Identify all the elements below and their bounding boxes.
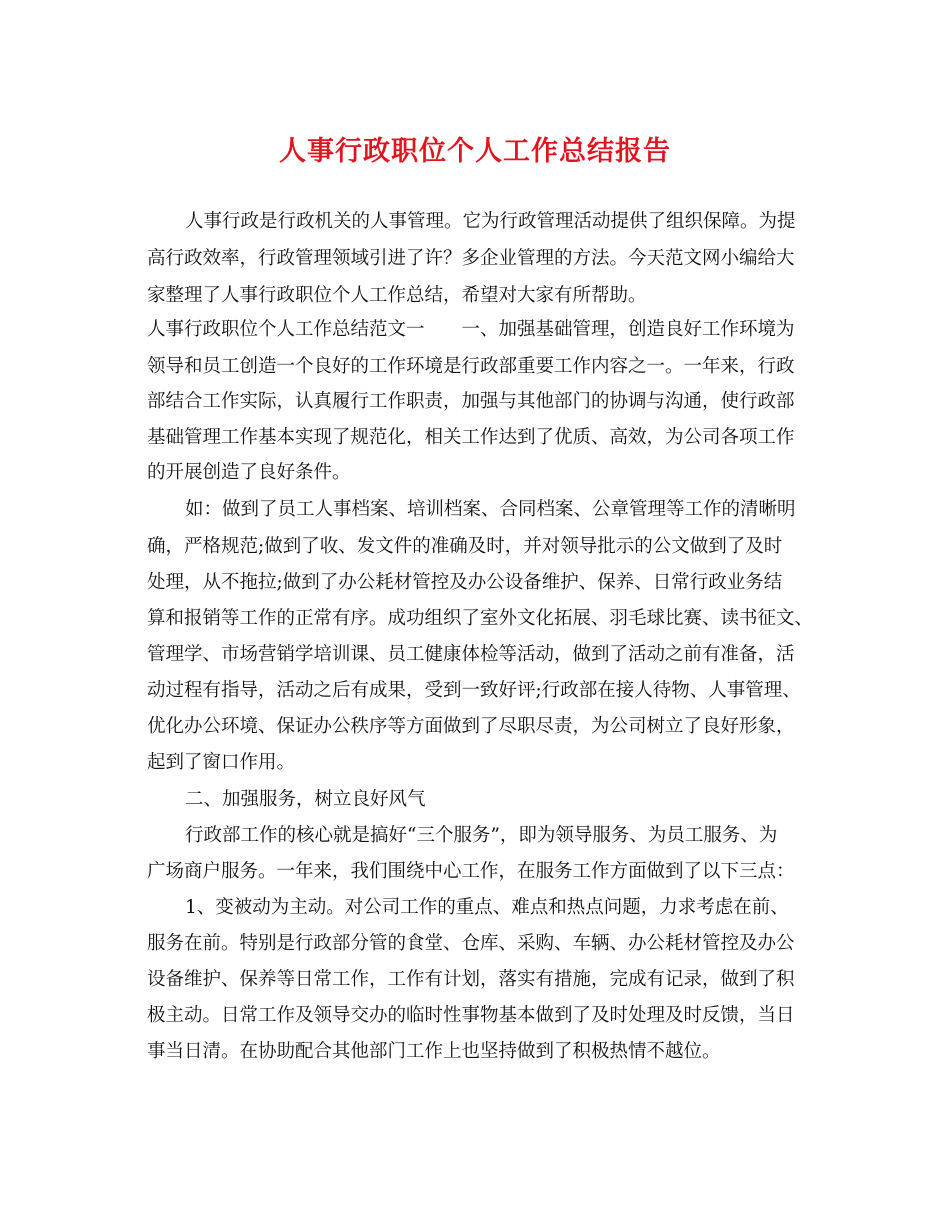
text-line: 管理学、市场营销学培训课、员工健康体检等活动，做到了活动之前有准备，活: [147, 644, 795, 665]
text-line: 行政部工作的核心就是搞好“三个服务”，即为领导服务、为员工服务、为: [185, 825, 778, 846]
text-line: 事当日清。在协助配合其他部门工作上也坚持做到了积极热情不越位。: [147, 1041, 721, 1062]
text-line: 高行政效率，行政管理领域引进了许？多企业管理的方法。今天范文网小编给大: [147, 248, 795, 269]
text-line: 算和报销等工作的正常有序。成功组织了室外文化拓展、羽毛球比赛、读书征文、: [147, 608, 814, 629]
text-line: 确，严格规范;做到了收、发文件的准确及时，并对领导批示的公文做到了及时: [147, 536, 783, 557]
text-line: 人事行政职位个人工作总结范文一 一、加强基础管理，创造良好工作环境为: [147, 319, 795, 340]
text-line: 1、变被动为主动。对公司工作的重点、难点和热点问题，力求考虑在前、: [185, 897, 789, 918]
text-line: 人事行政是行政机关的人事管理。它为行政管理活动提供了组织保障。为提: [185, 211, 796, 232]
text-line: 如：做到了员工人事档案、培训档案、合同档案、公章管理等工作的清晰明: [185, 499, 796, 520]
text-line: 服务在前。特别是行政部分管的食堂、仓库、采购、车辆、办公耗材管控及办公: [147, 933, 795, 954]
text-line: 设备维护、保养等日常工作，工作有计划，落实有措施，完成有记录，做到了积: [147, 969, 795, 990]
text-line: 处理，从不拖拉;做到了办公耗材管控及办公设备维护、保养、日常行政业务结: [147, 572, 783, 593]
text-line: 基础管理工作基本实现了规范化，相关工作达到了优质、高效，为公司各项工作: [147, 427, 795, 448]
text-line: 领导和员工创造一个良好的工作环境是行政部重要工作内容之一。一年来，行政: [147, 356, 795, 377]
text-line: 家整理了人事行政职位个人工作总结，希望对大家有所帮助。: [147, 285, 647, 306]
text-line: 广场商户服务。一年来，我们围绕中心工作，在服务工作方面做到了以下三点：: [147, 861, 795, 882]
text-line: 部结合工作实际，认真履行工作职责，加强与其他部门的协调与沟通，使行政部: [147, 391, 795, 412]
text-line: 优化办公环境、保证办公秩序等方面做到了尽职尽责，为公司树立了良好形象，: [147, 716, 795, 737]
section-heading: 二、加强服务，树立良好风气: [185, 789, 426, 810]
document-title: 人事行政职位个人工作总结报告: [279, 136, 671, 167]
text-line: 动过程有指导，活动之后有成果，受到一致好评;行政部在接人待物、人事管理、: [147, 680, 801, 701]
text-line: 的开展创造了良好条件。: [147, 462, 351, 483]
text-line: 起到了窗口作用。: [147, 752, 296, 773]
text-line: 极主动。日常工作及领导交办的临时性事物基本做到了及时处理及时反馈，当日: [147, 1005, 795, 1026]
